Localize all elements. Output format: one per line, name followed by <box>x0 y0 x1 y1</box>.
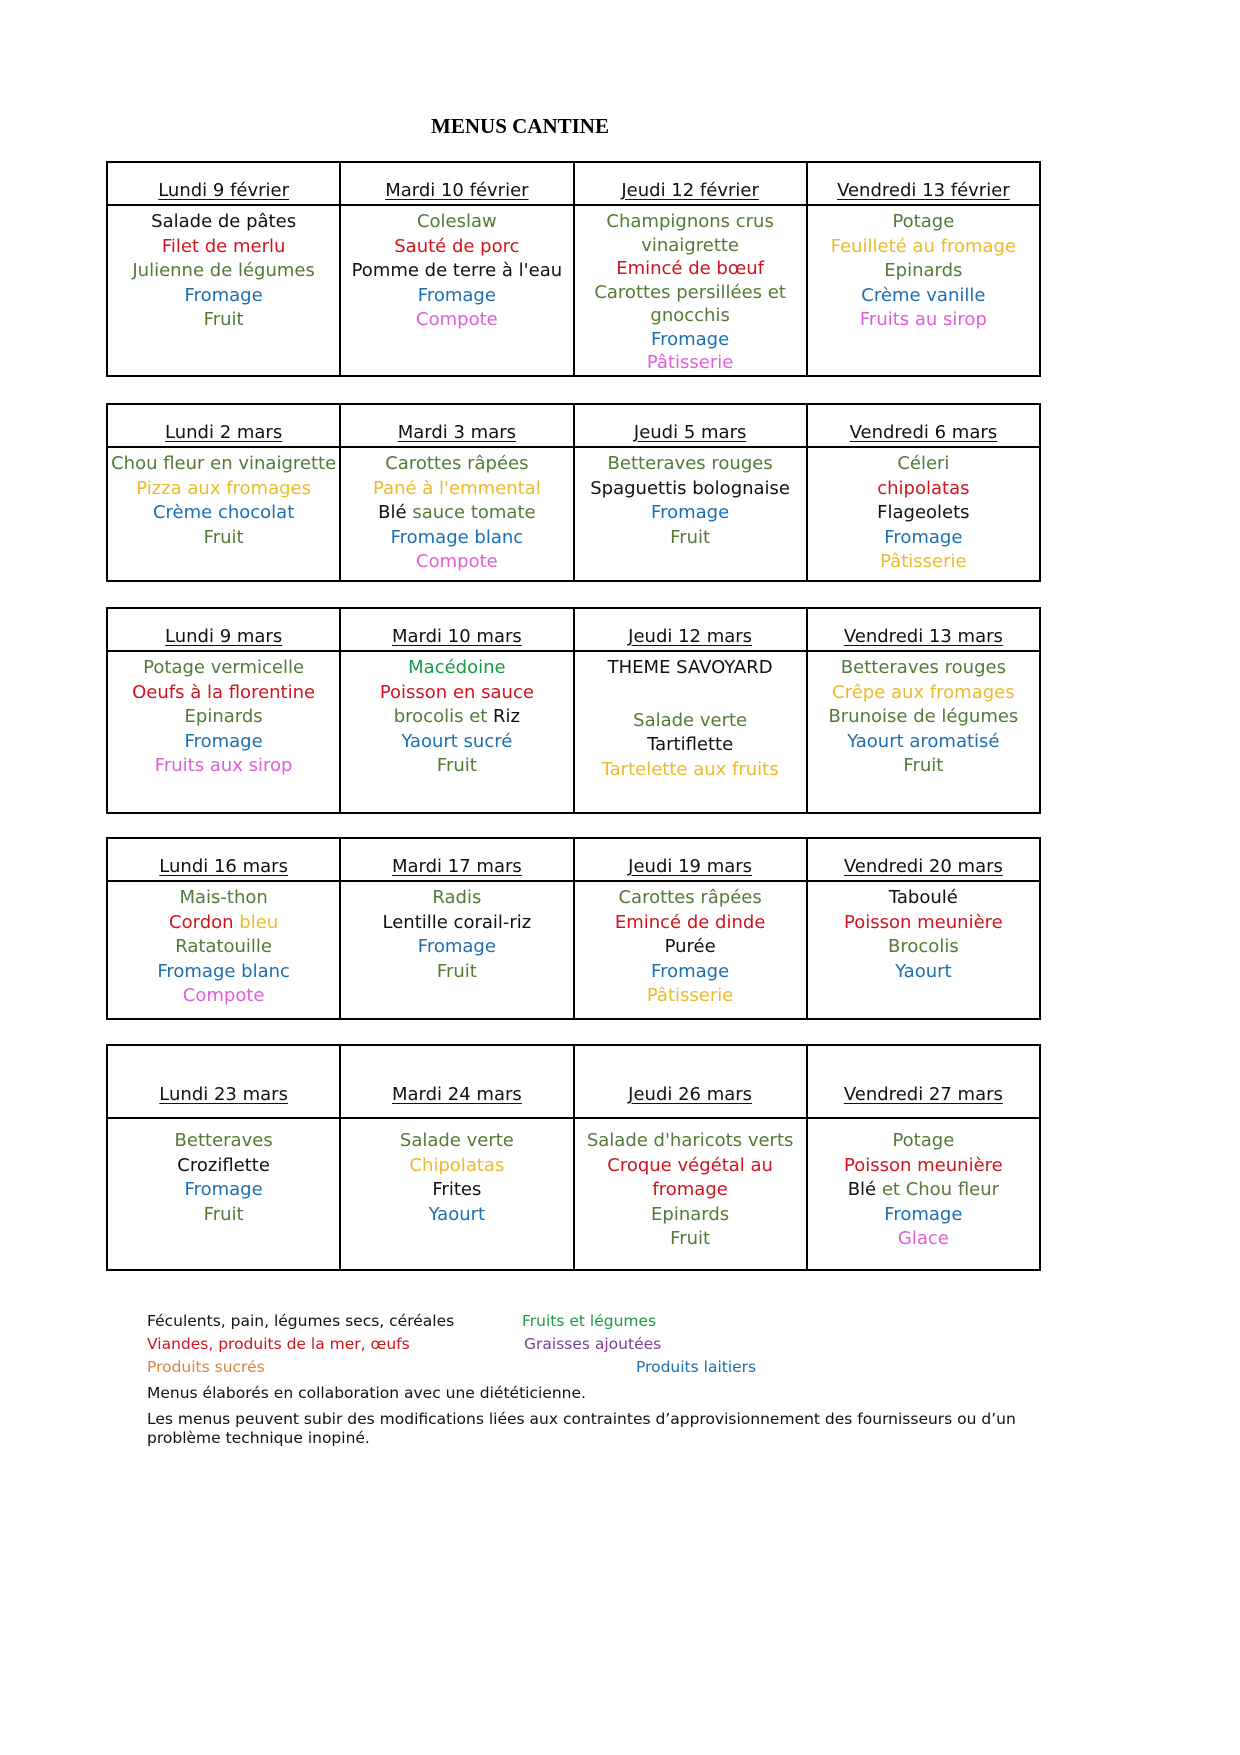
dish-text: Compote <box>416 309 498 330</box>
dish-list <box>341 1119 572 1227</box>
dish-text: Fruit <box>203 309 244 330</box>
day-label: Lundi 9 mars <box>165 626 283 647</box>
dish-text: Fromage <box>651 502 730 523</box>
dish-text: Fromage <box>184 730 263 752</box>
dish-text: Cordon <box>169 911 240 933</box>
dish-item <box>575 1129 806 1154</box>
dish-item <box>808 210 1039 235</box>
dish-item <box>341 501 572 526</box>
dish-text: Fromage <box>417 284 496 306</box>
dish-item <box>341 284 572 309</box>
dish-item <box>575 911 806 936</box>
day-menu-cell <box>574 447 807 581</box>
dish-item <box>575 526 806 551</box>
dish-text: Glace <box>897 1228 949 1249</box>
dish-text: Salade d'haricots verts <box>586 1130 794 1151</box>
dish-item <box>108 730 339 755</box>
dish-item <box>108 886 339 911</box>
dish-text: Salade verte <box>633 709 748 731</box>
dish-text: Betteraves rouges <box>607 453 773 474</box>
dish-item <box>341 259 572 284</box>
dish-item <box>341 730 572 755</box>
dish-text: Fromage <box>184 1179 263 1200</box>
dish-text: Pané à l'emmental <box>373 477 541 499</box>
day-menu-cell <box>574 205 807 376</box>
dish-text: Crêpe aux fromages <box>832 681 1015 703</box>
dish-item <box>341 911 572 936</box>
dish-item <box>808 911 1039 936</box>
dish-text: Salade verte <box>399 1130 514 1151</box>
dish-list <box>808 882 1039 984</box>
day-header <box>807 838 1040 881</box>
day-header <box>807 1045 1040 1118</box>
dish-list <box>808 1119 1039 1252</box>
dish-item <box>108 754 339 779</box>
dish-text: Betteraves <box>174 1130 273 1151</box>
dish-item <box>341 477 572 502</box>
day-header <box>107 1045 340 1118</box>
dish-item <box>575 210 806 257</box>
week-table <box>106 403 1041 582</box>
dish-text: Yaourt sucré <box>401 730 513 752</box>
dish-item <box>808 886 1039 911</box>
dish-text: Radis <box>432 887 482 908</box>
dish-list <box>108 1119 339 1227</box>
dish-item <box>575 709 806 734</box>
dish-text: Yaourt aromatisé <box>847 730 1000 752</box>
day-label: Vendredi 13 mars <box>843 626 1003 647</box>
day-label: Jeudi 19 mars <box>628 856 753 877</box>
day-header <box>340 838 573 881</box>
dish-item <box>108 1203 339 1228</box>
day-header <box>107 404 340 447</box>
dish-item <box>808 477 1039 502</box>
dish-text: Fruit <box>203 526 244 548</box>
day-label: Mardi 24 mars <box>391 1084 522 1105</box>
day-header <box>574 1045 807 1118</box>
dish-text: chipolatas <box>877 477 970 499</box>
dish-text: Epinards <box>884 260 963 281</box>
dish-item <box>808 960 1039 985</box>
dish-text: Compote <box>416 551 498 572</box>
dish-item <box>575 656 806 681</box>
dish-item <box>575 758 806 783</box>
dish-text: Epinards <box>651 1203 730 1225</box>
dish-item <box>108 1129 339 1154</box>
day-header <box>574 404 807 447</box>
dish-list <box>575 1119 806 1252</box>
dish-text: Pizza aux fromages <box>136 477 311 499</box>
dish-item <box>575 984 806 1009</box>
dish-text: Frites <box>432 1179 482 1200</box>
day-header <box>340 608 573 651</box>
dish-item <box>341 754 572 779</box>
dish-text: Betteraves rouges <box>840 657 1006 678</box>
day-header <box>807 608 1040 651</box>
dish-item <box>808 550 1039 575</box>
dish-text: Carottes persillées et gnocchis <box>594 281 786 326</box>
dish-item <box>575 733 806 758</box>
day-label: Lundi 9 février <box>158 180 290 201</box>
dish-text: Tartiflette <box>647 734 734 755</box>
dish-item <box>341 550 572 575</box>
day-label: Vendredi 27 mars <box>843 1084 1003 1105</box>
dish-text: Yaourt <box>895 960 952 982</box>
dish-text: Carottes râpées <box>385 453 529 474</box>
dish-text: Oeufs à la florentine <box>132 681 316 703</box>
day-menu-cell <box>807 447 1040 581</box>
dish-text: Purée <box>664 936 716 957</box>
day-header <box>574 838 807 881</box>
dish-list <box>341 448 572 575</box>
dish-list <box>575 652 806 782</box>
dish-text: Pâtisserie <box>880 551 967 572</box>
day-menu-cell <box>107 447 340 581</box>
dish-text: Epinards <box>184 706 263 727</box>
dish-text: Croque végétal au fromage <box>607 1154 773 1200</box>
dish-item <box>341 656 572 681</box>
dish-text: sauce tomate <box>412 502 536 523</box>
dish-text: Fruit <box>203 1203 244 1225</box>
dish-item <box>108 259 339 284</box>
dish-text: Fromage <box>184 284 263 306</box>
dish-text: Feuilleté au fromage <box>830 235 1017 257</box>
dish-item <box>808 935 1039 960</box>
dish-text: Filet de merlu <box>161 235 286 257</box>
dish-item <box>108 235 339 260</box>
dish-item <box>341 886 572 911</box>
dish-item <box>108 526 339 551</box>
dish-text: Poisson en sauce <box>379 681 534 703</box>
dish-item <box>808 452 1039 477</box>
dish-text: Mais-thon <box>179 887 268 908</box>
dish-item <box>808 681 1039 706</box>
dish-list <box>575 206 806 375</box>
dish-item <box>808 235 1039 260</box>
dish-item <box>341 681 572 706</box>
day-label: Mardi 3 mars <box>397 422 517 443</box>
dish-text: Fruit <box>670 1228 711 1249</box>
dish-item <box>808 656 1039 681</box>
day-menu-cell <box>807 1118 1040 1270</box>
dish-text: Pâtisserie <box>646 352 734 373</box>
dish-item <box>575 328 806 352</box>
dish-text: Tartelette aux fruits <box>601 758 779 780</box>
dish-text: Fruit <box>670 526 711 548</box>
dish-list <box>808 206 1039 333</box>
dish-text: Chipolatas <box>409 1154 505 1176</box>
dish-item <box>108 452 339 477</box>
dish-text: Compote <box>182 985 265 1006</box>
dish-text: Brunoise de légumes <box>828 706 1019 727</box>
dish-text: Céleri <box>897 453 950 474</box>
day-header <box>574 608 807 651</box>
dish-text: Fruit <box>903 755 944 776</box>
day-menu-cell <box>107 881 340 1019</box>
dish-item <box>808 1227 1039 1252</box>
dish-item <box>341 210 572 235</box>
week-table <box>106 837 1041 1020</box>
dietitian-note: Menus élaborés en collaboration avec une diététicienne. <box>147 1384 586 1402</box>
day-label: Vendredi 6 mars <box>849 422 998 443</box>
dish-text: Fromage <box>417 936 496 957</box>
dish-item <box>808 730 1039 755</box>
week-table <box>106 161 1041 377</box>
dish-text: Pâtisserie <box>646 985 734 1006</box>
dish-text: Ratatouille <box>175 936 273 957</box>
legend-sweets: Produits sucrés <box>147 1358 265 1376</box>
dish-list <box>108 652 339 779</box>
dish-text: brocolis et <box>393 706 494 727</box>
dish-text: Potage <box>892 1130 955 1151</box>
dish-text: Carottes râpées <box>618 887 762 908</box>
dish-text: Chou fleur en vinaigrette <box>111 453 337 474</box>
page-title: MENUS CANTINE <box>431 114 609 138</box>
dish-text: Poisson meunière <box>844 1154 1003 1176</box>
dish-text: Salade de pâtes <box>151 211 297 232</box>
day-label: Vendredi 13 février <box>837 180 1010 201</box>
day-menu-cell <box>107 1118 340 1270</box>
dish-list <box>341 652 572 779</box>
day-label: Jeudi 26 mars <box>628 1084 753 1105</box>
dish-list <box>575 882 806 1009</box>
day-header <box>340 404 573 447</box>
dish-item <box>341 1129 572 1154</box>
dish-item <box>341 235 572 260</box>
dish-item <box>575 257 806 281</box>
dish-item <box>575 477 806 502</box>
day-menu-cell <box>807 205 1040 376</box>
day-header <box>107 162 340 205</box>
dish-text: Pomme de terre à l'eau <box>351 260 563 281</box>
dish-item <box>341 452 572 477</box>
day-header <box>107 608 340 651</box>
day-menu-cell <box>340 651 573 813</box>
dish-item <box>341 1154 572 1179</box>
dish-text: Fromage <box>884 1203 963 1225</box>
dish-text: Emincé de dinde <box>614 911 766 933</box>
day-header <box>107 838 340 881</box>
dish-text: Fruits au sirop <box>859 309 987 330</box>
dish-item <box>108 477 339 502</box>
day-header <box>340 162 573 205</box>
day-menu-cell <box>574 1118 807 1270</box>
dish-item <box>808 1178 1039 1203</box>
dish-item <box>341 935 572 960</box>
dish-item <box>575 1203 806 1228</box>
dish-item <box>108 935 339 960</box>
dish-list <box>108 448 339 550</box>
dish-item <box>808 501 1039 526</box>
dish-list <box>108 882 339 1009</box>
dish-text: bleu <box>239 911 279 933</box>
day-header <box>574 162 807 205</box>
dish-item <box>808 526 1039 551</box>
legend-dairy: Produits laitiers <box>636 1358 757 1376</box>
dish-text: Julienne de légumes <box>132 260 315 281</box>
day-label: Lundi 23 mars <box>159 1084 288 1105</box>
dish-text: Poisson meunière <box>844 911 1003 933</box>
dish-text: Macédoine <box>408 657 506 678</box>
dish-text: Yaourt <box>428 1203 486 1225</box>
day-label: Mardi 17 mars <box>391 856 522 877</box>
dish-item <box>108 960 339 985</box>
day-header <box>340 1045 573 1118</box>
dish-text: Flageolets <box>877 502 970 523</box>
dish-item <box>808 308 1039 333</box>
dish-item <box>575 501 806 526</box>
dish-text: Emincé de bœuf <box>616 258 765 279</box>
dish-list <box>341 882 572 984</box>
dish-text: Fruit <box>436 755 477 776</box>
legend-starches: Féculents, pain, légumes secs, céréales <box>147 1312 455 1330</box>
dish-item <box>575 281 806 328</box>
dish-item <box>808 1203 1039 1228</box>
day-label: Vendredi 20 mars <box>843 856 1003 877</box>
dish-item <box>808 1154 1039 1179</box>
dish-text: Spaguettis bolognaise <box>590 477 791 499</box>
legend-meat: Viandes, produits de la mer, œufs <box>147 1335 410 1353</box>
legend-fats: Graisses ajoutées <box>524 1335 662 1353</box>
dish-item <box>575 960 806 985</box>
day-menu-cell <box>340 205 573 376</box>
dish-list <box>341 206 572 333</box>
day-header <box>807 162 1040 205</box>
dish-text: Fruits aux sirop <box>154 755 293 776</box>
dish-text: Croziflette <box>177 1154 270 1176</box>
dish-text: THEME SAVOYARD <box>607 657 773 678</box>
dish-item <box>808 284 1039 309</box>
dish-text: Fruit <box>436 960 477 982</box>
day-label: Jeudi 12 février <box>621 180 759 201</box>
dish-text: Lentille corail-riz <box>382 911 532 933</box>
dish-text: et Chou fleur <box>881 1179 1000 1200</box>
dish-item <box>341 1178 572 1203</box>
dish-list <box>108 206 339 333</box>
dish-text: Riz <box>493 706 521 727</box>
day-label: Mardi 10 février <box>385 180 529 201</box>
dish-text: Fromage blanc <box>390 526 524 548</box>
dish-item <box>575 351 806 375</box>
day-label: Jeudi 12 mars <box>628 626 753 647</box>
week-table <box>106 607 1041 814</box>
day-menu-cell <box>340 447 573 581</box>
dish-item <box>575 1227 806 1252</box>
day-label: Jeudi 5 mars <box>633 422 747 443</box>
dish-text: Champignons crus vinaigrette <box>606 211 774 256</box>
dish-text: Fromage <box>651 328 730 350</box>
dish-item <box>341 308 572 333</box>
dish-text: Crème vanille <box>861 284 986 306</box>
dish-text: Blé <box>847 1179 882 1200</box>
dish-text: Taboulé <box>888 887 958 908</box>
dish-text: Potage <box>892 211 955 232</box>
day-menu-cell <box>107 205 340 376</box>
dish-item <box>575 886 806 911</box>
dish-item <box>808 259 1039 284</box>
week-table <box>106 1044 1041 1271</box>
dish-item <box>108 284 339 309</box>
dish-item <box>108 308 339 333</box>
day-menu-cell <box>807 651 1040 813</box>
dish-text: Fromage <box>884 526 963 548</box>
dish-item <box>575 452 806 477</box>
dish-item <box>108 1154 339 1179</box>
dish-text: Potage vermicelle <box>143 657 305 678</box>
dish-list <box>808 448 1039 575</box>
legend-fruits-veg: Fruits et légumes <box>522 1312 657 1330</box>
day-menu-cell <box>574 881 807 1019</box>
dish-text: Brocolis <box>888 936 959 957</box>
dish-list <box>808 652 1039 779</box>
day-header <box>807 404 1040 447</box>
day-menu-cell <box>340 881 573 1019</box>
dish-item <box>108 656 339 681</box>
dish-item <box>108 681 339 706</box>
changes-note: Les menus peuvent subir des modifications liées aux contraintes d’approvisionnement des fournisseurs ou d’un problème technique inopiné. <box>147 1410 1016 1447</box>
day-label: Mardi 10 mars <box>391 626 522 647</box>
day-menu-cell <box>807 881 1040 1019</box>
dish-item <box>808 754 1039 779</box>
dish-item <box>108 501 339 526</box>
day-menu-cell <box>574 651 807 813</box>
dish-item <box>108 911 339 936</box>
day-menu-cell <box>107 651 340 813</box>
dish-item <box>575 1154 806 1203</box>
day-menu-cell <box>340 1118 573 1270</box>
dish-item <box>108 984 339 1009</box>
dish-item <box>341 960 572 985</box>
dish-text: Fromage blanc <box>157 960 290 982</box>
dish-text: Fromage <box>651 960 730 982</box>
dish-item <box>341 705 572 730</box>
day-label: Lundi 2 mars <box>165 422 283 443</box>
dish-text: Sauté de porc <box>394 235 520 257</box>
dish-text: Blé <box>378 502 413 523</box>
dish-text: Coleslaw <box>416 211 497 232</box>
dish-item <box>808 1129 1039 1154</box>
day-label: Lundi 16 mars <box>159 856 288 877</box>
dish-item <box>108 1178 339 1203</box>
dish-item <box>341 526 572 551</box>
dish-item <box>808 705 1039 730</box>
dish-list <box>575 448 806 550</box>
dish-item <box>341 1203 572 1228</box>
dish-item <box>108 705 339 730</box>
dish-text: Crème chocolat <box>152 502 295 523</box>
dish-item <box>575 935 806 960</box>
dish-item <box>108 210 339 235</box>
